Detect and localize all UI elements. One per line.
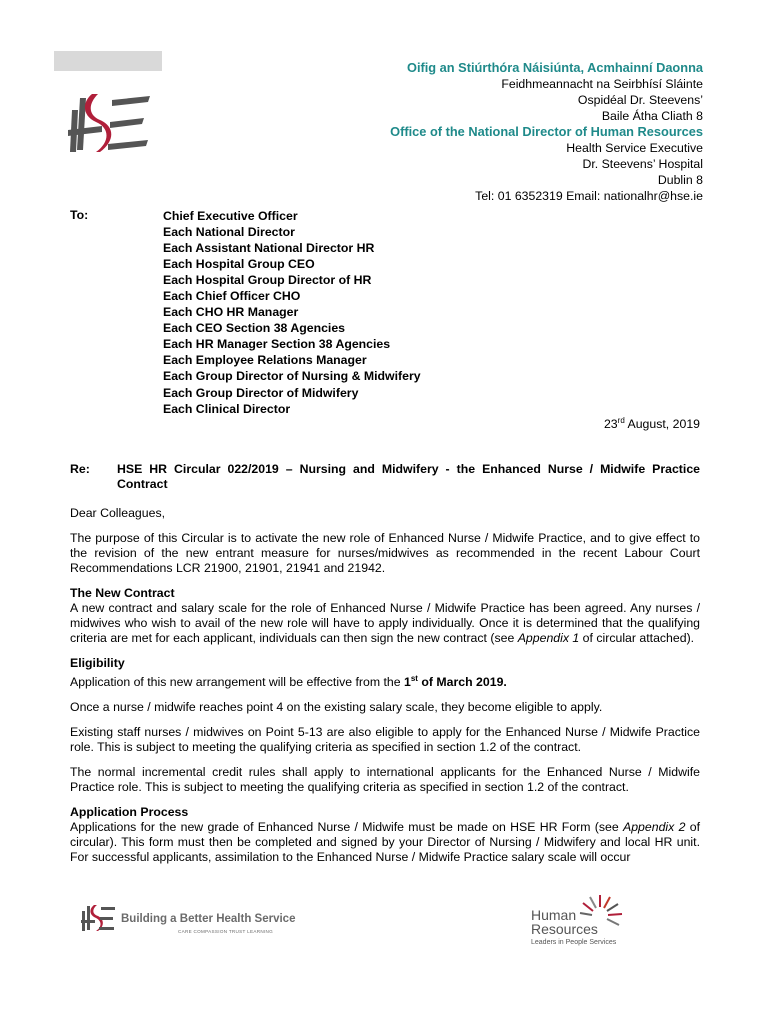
eligibility-heading: Eligibility xyxy=(70,656,125,670)
footer-tagline: Building a Better Health Service xyxy=(121,913,296,925)
recipient-item: Each CHO HR Manager xyxy=(163,305,299,320)
new-contract-paragraph: A new contract and salary scale for the role of Enhanced Nurse / Midwife Practice has been agreed. Any nurses / midwives who wish to avail of the new role will have to apply individually. Once it is determined that the qualifying criteria are met for each applicant, individuals can then sign the new contract (see Appendix 1 of circular attached). xyxy=(70,601,700,645)
english-address-block xyxy=(390,124,703,204)
recipient-item: Each Chief Officer CHO xyxy=(163,289,301,304)
irish-line: Ospidéal Dr. Steevens’ xyxy=(577,93,703,107)
eligibility-paragraph: Existing staff nurses / midwives on Point 5-13 are also eligible to apply for the Enhanced Nurse / Midwife Practice role. This is subject to meeting the qualifying criteria as specified in section 1.2 of the contract. xyxy=(70,725,700,755)
letter-body xyxy=(70,506,700,875)
hse-footer-logo xyxy=(80,903,116,933)
to-label: To: xyxy=(70,208,89,222)
recipient-item: Each Group Director of Midwifery xyxy=(163,385,359,400)
subject-line: HSE HR Circular 022/2019 – Nursing and Midwifery - the Enhanced Nurse / Midwife Practice Contract xyxy=(117,462,700,491)
header-grey-strip xyxy=(54,51,162,71)
purpose-paragraph: The purpose of this Circular is to activate the new role of Enhanced Nurse / Midwife Practice, and to give effect to the revision of the new entrant measure for nurses/midwives as recommended in the recent Labour Court Recommendations LCR 21900, 21901, 21941 and 21942. xyxy=(70,531,700,575)
re-label: Re: xyxy=(70,462,90,476)
recipient-item: Each Hospital Group Director of HR xyxy=(163,273,372,288)
letter-date: 23rd August, 2019 xyxy=(603,416,700,432)
eligibility-paragraph: The normal incremental credit rules shall apply to international applicants for the Enhanced Nurse / Midwife Practice role. This is subject to meeting the qualifying criteria as specified in section 1.2 of the contract. xyxy=(70,765,700,795)
contact-line: Tel: 01 6352319 Email: nationalhr@hse.ie xyxy=(475,189,703,203)
english-line: Dublin 8 xyxy=(657,173,703,187)
recipient-item: Each Employee Relations Manager xyxy=(163,353,367,368)
application-paragraph: Applications for the new grade of Enhanced Nurse / Midwife must be made on HSE HR Form (see Appendix 2 of circular). This form must then be completed and signed by your Director of Nursing / Midwifery and local HR unit. For successful applicants, assimilation to the Enhanced Nurse / Midwife Practice salary scale will occur xyxy=(70,820,700,865)
application-heading: Application Process xyxy=(70,805,189,820)
hse-logo xyxy=(62,90,152,156)
irish-line: Baile Átha Cliath 8 xyxy=(601,109,703,123)
english-office-title: Office of the National Director of Human Resources xyxy=(390,124,703,139)
recipient-item: Each HR Manager Section 38 Agencies xyxy=(163,337,391,352)
recipient-item: Each CEO Section 38 Agencies xyxy=(163,321,346,336)
recipient-item: Chief Executive Officer xyxy=(163,209,298,223)
footer-values: CARE COMPASSION TRUST LEARNING xyxy=(178,929,274,934)
recipient-item: Each Clinical Director xyxy=(163,401,291,416)
irish-office-title: Oifig an Stiúrthóra Náisiúnta, Acmhainní Daonna xyxy=(406,60,703,75)
irish-address-block xyxy=(407,60,703,124)
new-contract-heading: The New Contract xyxy=(70,586,175,600)
irish-line: Feidhmeannacht na Seirbhísí Sláinte xyxy=(501,77,703,91)
eligibility-effective-date: Application of this new arrangement will be effective from the 1st of March 2019. xyxy=(70,674,507,690)
english-line: Dr. Steevens’ Hospital xyxy=(582,157,703,171)
hr-logo-subtitle: Leaders in People Services xyxy=(531,939,617,946)
recipient-item: Each National Director xyxy=(163,225,295,240)
hr-logo-text: Human Resources xyxy=(531,907,598,937)
recipient-item: Each Group Director of Nursing & Midwifery xyxy=(163,369,421,384)
salutation: Dear Colleagues, xyxy=(70,506,166,520)
eligibility-paragraph: Once a nurse / midwife reaches point 4 on the existing salary scale, they become eligible to apply. xyxy=(70,700,603,715)
recipient-list xyxy=(163,208,421,417)
recipient-item: Each Hospital Group CEO xyxy=(163,257,315,272)
english-line: Health Service Executive xyxy=(566,141,703,155)
recipient-item: Each Assistant National Director HR xyxy=(163,241,375,256)
